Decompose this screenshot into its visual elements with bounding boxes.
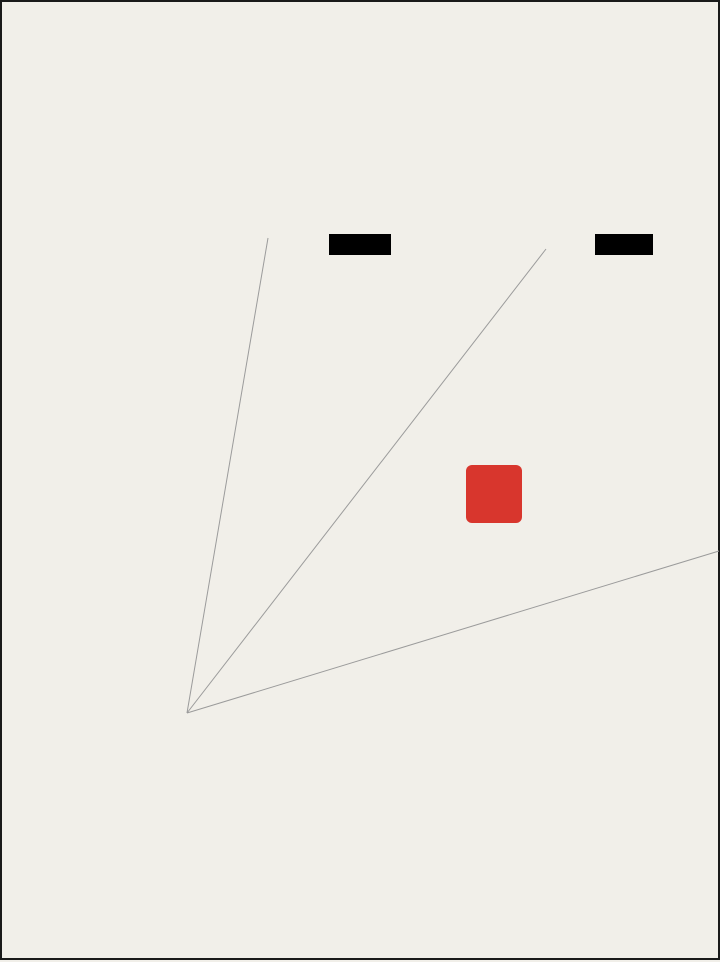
red-seal-stamp [466, 465, 522, 523]
tuan-marker [595, 234, 653, 255]
center-info-panel [182, 237, 542, 717]
triet-marker [329, 234, 391, 255]
